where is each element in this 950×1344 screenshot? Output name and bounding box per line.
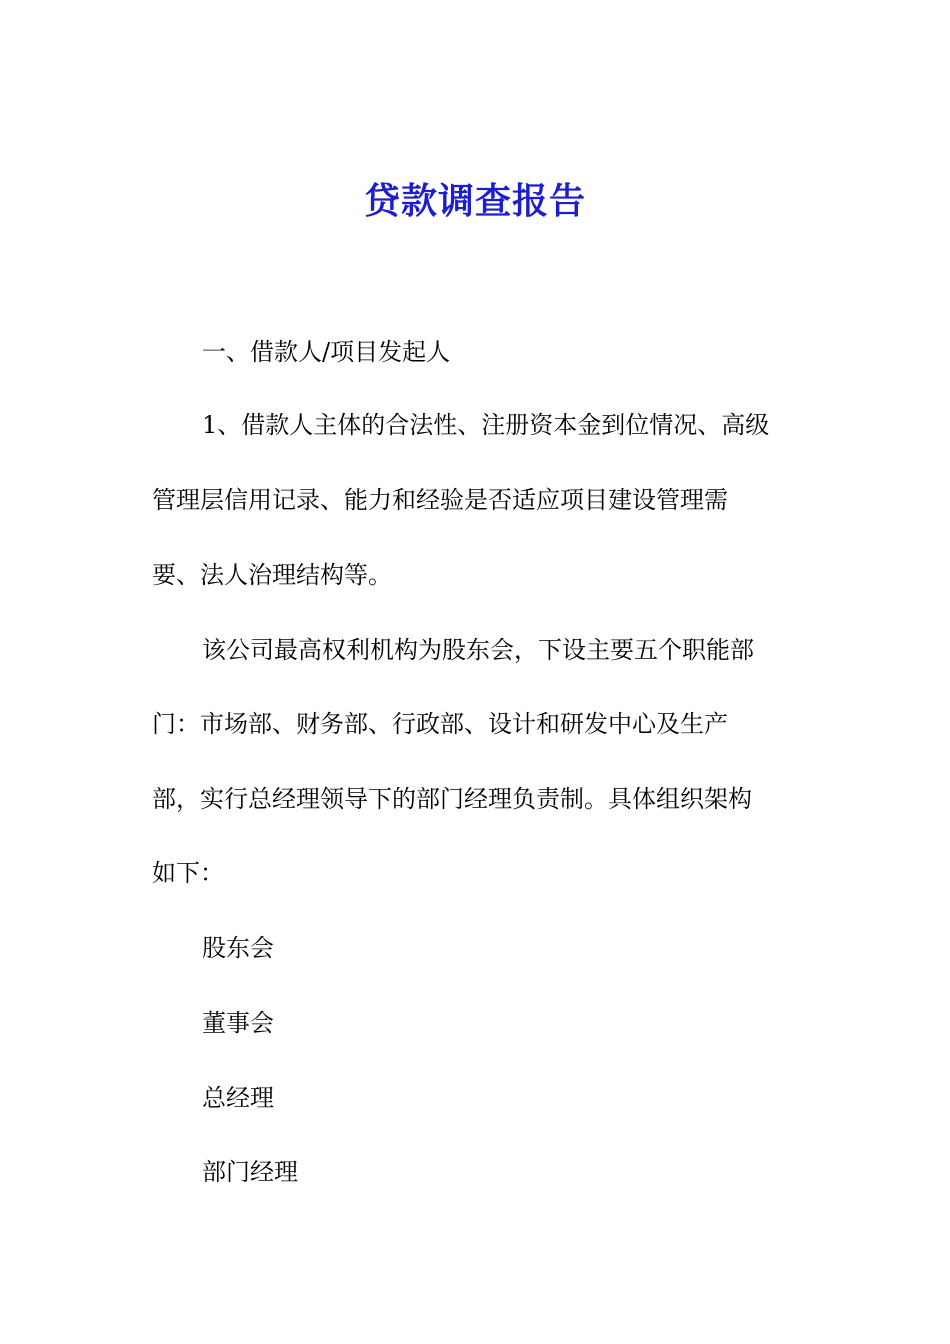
- org-item-general-manager: 总经理: [202, 1084, 274, 1112]
- document-title: 贷款调查报告: [363, 181, 586, 222]
- paragraph-1-line-3: 要、法人治理结构等。: [152, 561, 392, 589]
- paragraph-2-line-3: 部，实行总经理领导下的部门经理负责制。具体组织架构: [152, 785, 752, 813]
- paragraph-1-line-1: 1、借款人主体的合法性、注册资本金到位情况、高级: [202, 411, 770, 439]
- org-item-shareholders: 股东会: [202, 934, 274, 962]
- paragraph-2-line-4: 如下：: [152, 859, 224, 887]
- paragraph-2-line-2: 门：市场部、财务部、行政部、设计和研发中心及生产: [152, 710, 728, 738]
- paragraph-1-line-2: 管理层信用记录、能力和经验是否适应项目建设管理需: [152, 486, 728, 514]
- paragraph-2-line-1: 该公司最高权利机构为股东会，下设主要五个职能部: [202, 636, 754, 664]
- org-item-board: 董事会: [202, 1009, 274, 1037]
- section-heading: 一、借款人/项目发起人: [202, 338, 451, 366]
- org-item-department-manager: 部门经理: [202, 1158, 298, 1186]
